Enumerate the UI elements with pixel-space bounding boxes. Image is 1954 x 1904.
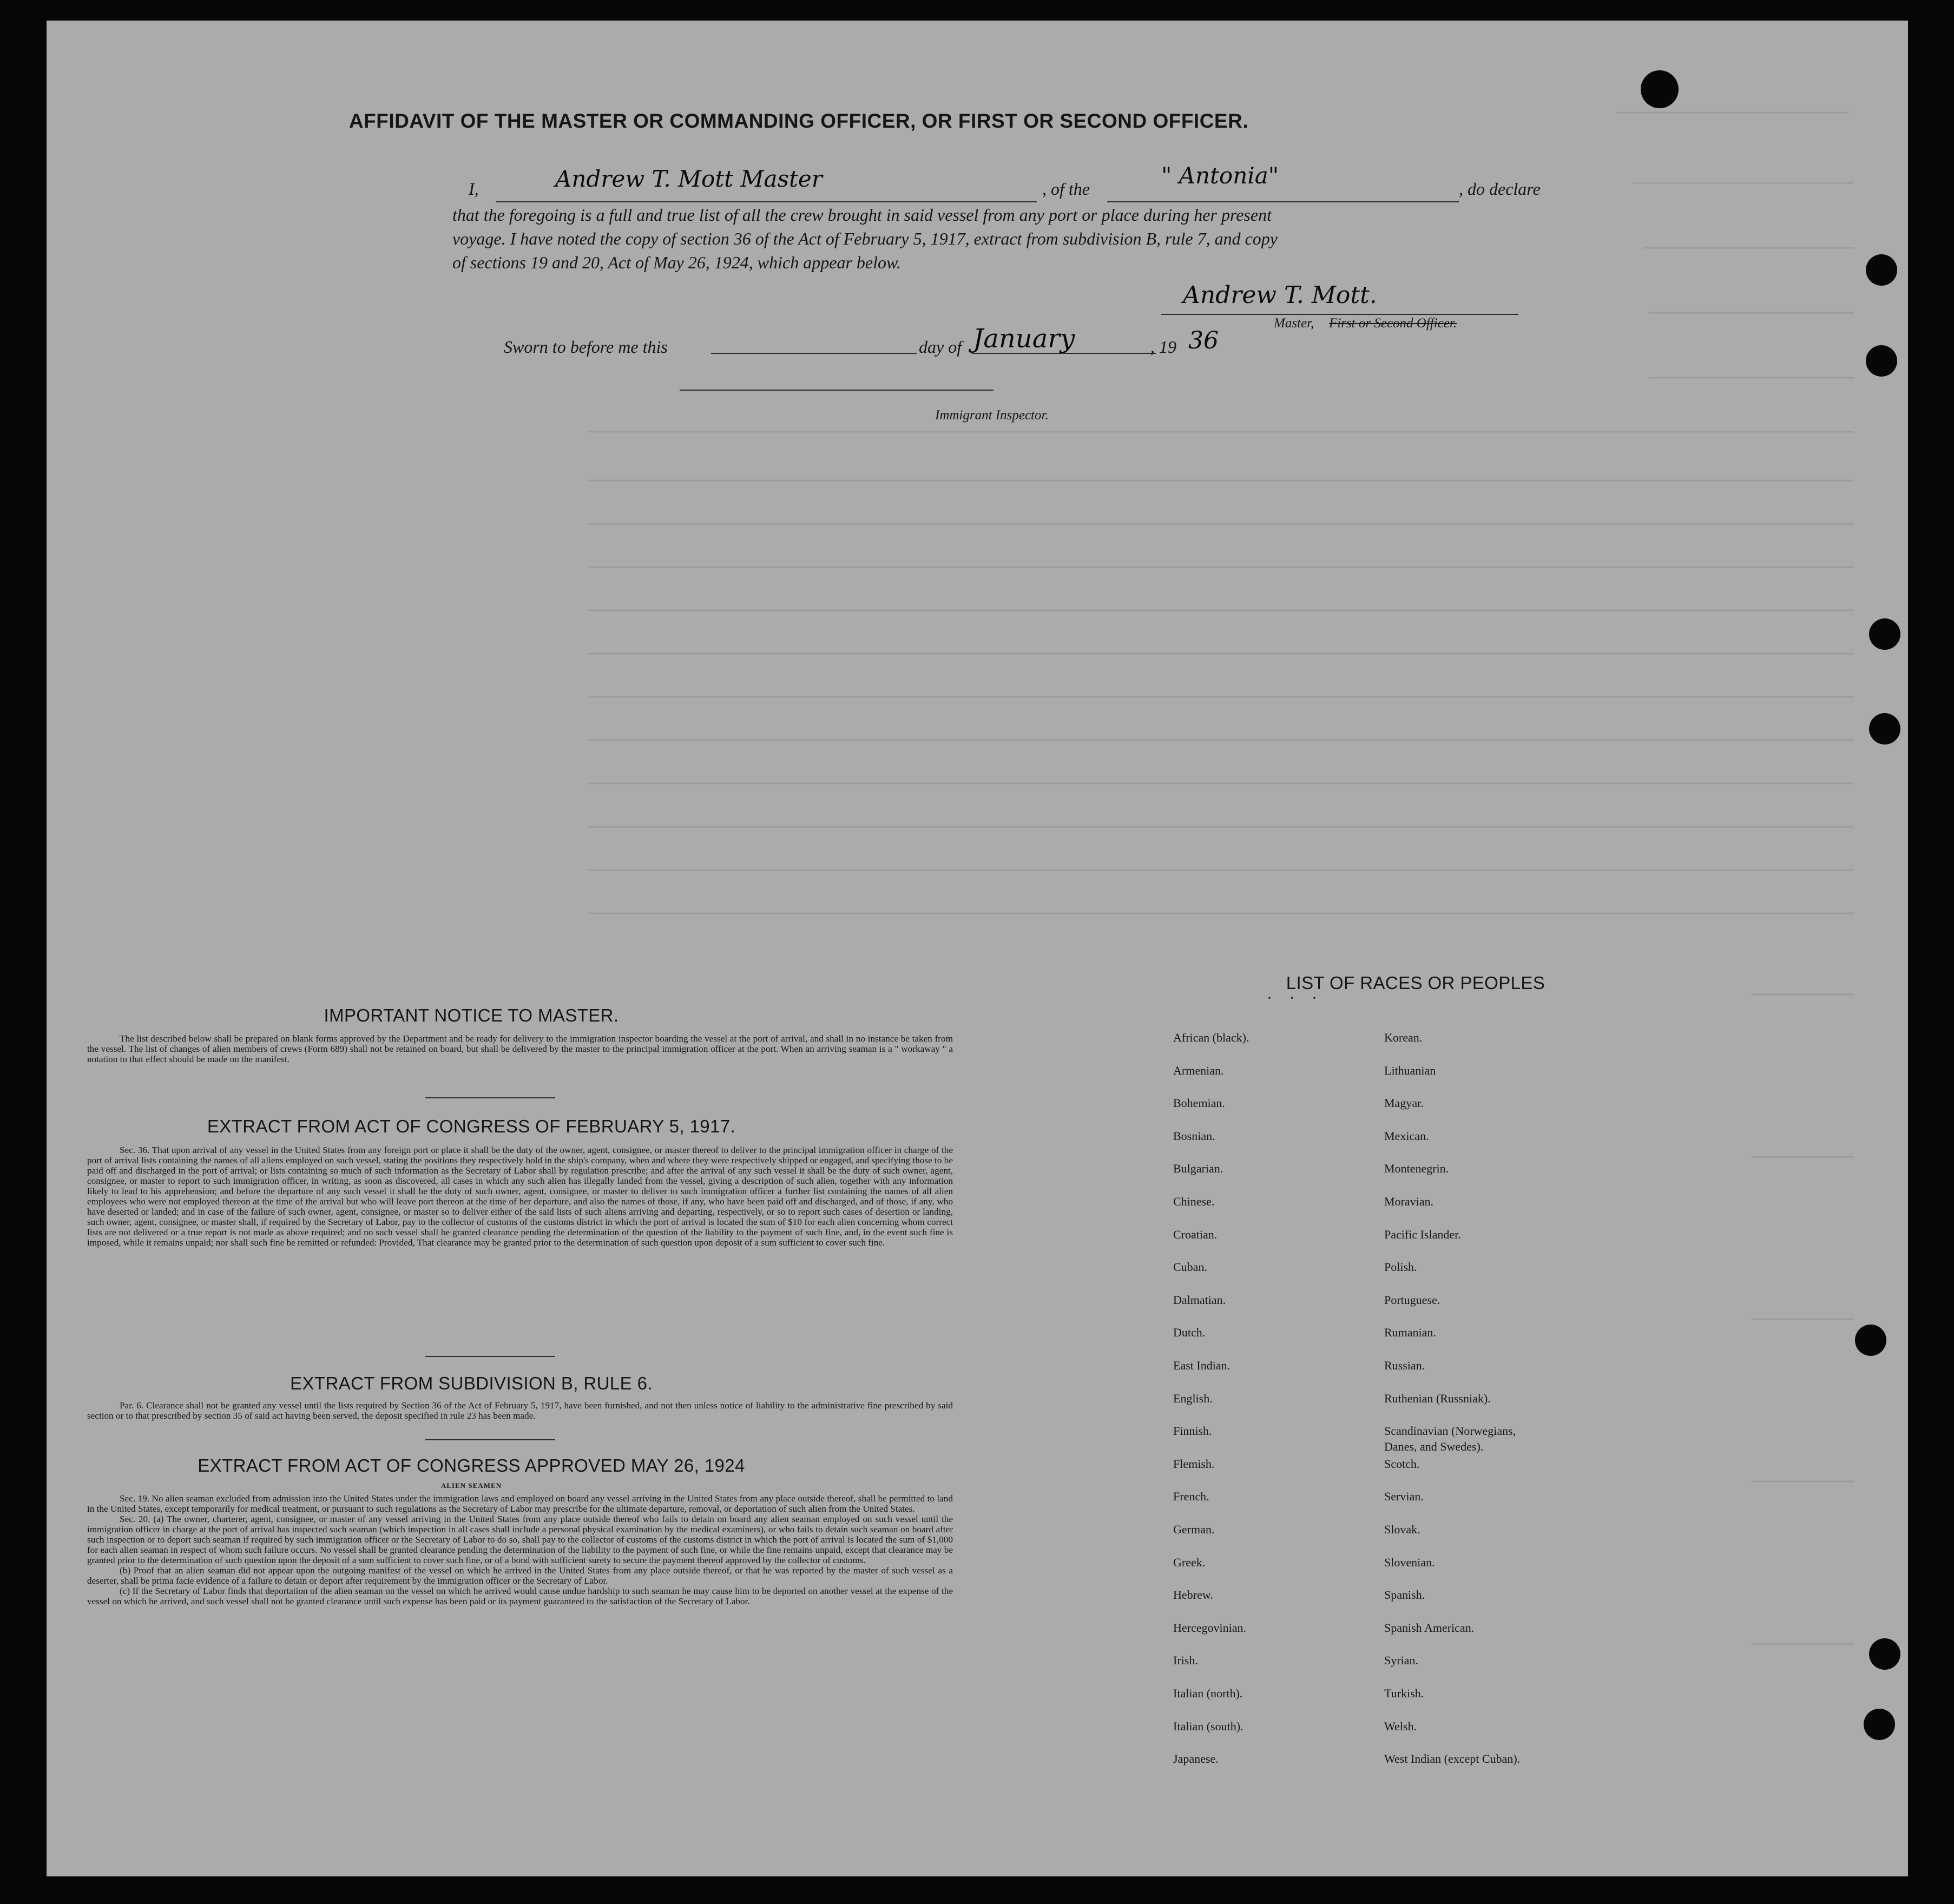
extract-1924-paragraph: Sec. 19. No alien seaman excluded from admission into the United States under the immigration laws and employed on board any vessel arriving in the United States from any place outside thereof, shall be permitted to land in the United States, except temporarily for medical treatment, or pursuant to such regulations as the Secretary of Labor may prescribe for the ultimate departure, removal, or deportation of such alien from the United States. (87, 1493, 953, 1514)
race-item-left: Italian (south). (1173, 1719, 1244, 1733)
punch-hole (1866, 345, 1897, 377)
race-item-right: West Indian (except Cuban). (1384, 1752, 1521, 1766)
race-item-left: Hercegovinian. (1173, 1620, 1246, 1635)
race-item-left: Irish. (1173, 1653, 1198, 1668)
race-item-right: Rumanian. (1384, 1326, 1436, 1340)
of-the-label: , of the (1042, 179, 1090, 199)
race-item-left: Dalmatian. (1173, 1293, 1226, 1307)
race-item-left: Croatian. (1173, 1227, 1218, 1241)
race-item-right: Scotch. (1384, 1457, 1420, 1471)
section-divider (425, 1439, 555, 1440)
race-item-left: French. (1173, 1490, 1209, 1504)
extract-1924-title: EXTRACT FROM ACT OF CONGRESS APPROVED MAY 26, 1924 (198, 1455, 745, 1475)
race-item-left: German. (1173, 1523, 1215, 1536)
extract-rule6-text: Par. 6. Clearance shall not be granted any vessel until the lists required by Section 36 of the Act of February 5, 1917, have been furnished, and not then unless notice of liability to the administrative fine prescribed by said section or to that prescribed by section 35 of said act having been served, the deposit specified in rule 23 has been made. (87, 1400, 953, 1421)
inspector-caption: Immigrant Inspector. (935, 408, 1049, 423)
race-item-right: Russian. (1384, 1359, 1425, 1372)
race-item-left: Bosnian. (1173, 1129, 1215, 1143)
race-item-left: Finnish. (1173, 1424, 1212, 1438)
signature-line (1161, 313, 1518, 315)
document-sheet (47, 21, 1908, 1876)
punch-hole (1869, 618, 1900, 650)
extract-1924-paragraph: Sec. 20. (a) The owner, charterer, agent, consignee, or master of any vessel arriving in the United States from any place outside thereof who fails to detain on board any alien seaman employed on such vessel until the immigration officer in charge at the port of arrival has inspected such seaman (which inspection in all cases shall include a personal physical examination by the medical examiners), or who fails to detain such seaman on board after such inspection or to deport such seaman if required by such immigration officer or the Secretary of Labor to do so, shall pay to the collector of customs of the customs district in which the port of arrival is located the sum of $1,000 for each alien seaman in respect of whom such failure occurs. No vessel shall be granted clearance pending the determination of the liability to the payment of such fine, or while the fine remains unpaid, except that clearance may be granted prior to the determination of such question upon the deposit of a sum sufficient to cover such fine, or of a bond with sufficient surety to secure the payment thereof approved by the collector of customs. (87, 1514, 953, 1565)
extract-1924-paragraph: (b) Proof that an alien seaman did not appear upon the outgoing manifest of the vessel on which he arrived in the United States from any place outside thereof, or that he was reported by the master of such vessel as a deserter, shall be prima facie evidence of a failure to detain or deport after requirement by the immigration officer or the Secretary of Labor. (87, 1565, 953, 1586)
affidavit-i-prefix: I, (469, 179, 479, 199)
race-item-left: Dutch. (1173, 1326, 1206, 1340)
race-item-right: Magyar. (1384, 1096, 1424, 1110)
race-item-left: Hebrew. (1173, 1588, 1213, 1602)
race-item-right: Korean. (1384, 1031, 1423, 1044)
race-item-left: Flemish. (1173, 1457, 1215, 1471)
extract-1924-body (87, 1493, 953, 1606)
race-item-right: Polish. (1384, 1260, 1417, 1274)
race-item-right: Mexican. (1384, 1129, 1429, 1143)
affidavit-line-3: voyage. I have noted the copy of section 36 of the Act of February 5, 1917, extract from subdivision B, rule 7, and copy (452, 229, 1278, 248)
race-item-left: Greek. (1173, 1555, 1206, 1569)
race-item-left: East Indian. (1173, 1359, 1231, 1372)
punch-hole (1855, 1325, 1886, 1356)
race-item-right: Scandinavian (Norwegians, (1384, 1424, 1516, 1438)
sworn-day-line (711, 352, 917, 354)
sworn-year-handwritten: 36 (1188, 327, 1219, 354)
extract-1924-subtitle: ALIEN SEAMEN (440, 1481, 502, 1490)
vessel-name-line (1107, 195, 1459, 202)
title-dots: · · · (1267, 989, 1324, 1007)
extract-1924-paragraph: (c) If the Secretary of Labor finds that deportation of the alien seaman on the vessel on which he arrived would cause undue hardship to such seaman he may cause him to be deported on another vessel at the expense of the vessel on which he arrived, and such vessel shall not be granted clearance until such expense has been paid or its payment guaranteed to the satisfaction of the Secretary of Labor. (87, 1586, 953, 1606)
affidavit-line-4: of sections 19 and 20, Act of May 26, 1924, which appear below. (452, 253, 901, 272)
race-item-scandinavian-cont: Danes, and Swedes). (1384, 1440, 1484, 1453)
race-item-right: Welsh. (1384, 1719, 1417, 1733)
extract-1917-title: EXTRACT FROM ACT OF CONGRESS OF FEBRUARY 5, 1917. (207, 1116, 736, 1136)
races-title: LIST OF RACES OR PEOPLES (1286, 973, 1545, 993)
vessel-name-handwritten: " Antonia" (1161, 162, 1279, 189)
day-of-label: day of (919, 337, 962, 357)
race-item-right: Ruthenian (Russniak). (1384, 1391, 1491, 1405)
do-declare-label: , do declare (1459, 179, 1541, 199)
race-item-left: Cuban. (1173, 1260, 1207, 1274)
race-item-right: Syrian. (1384, 1653, 1418, 1668)
sworn-month-handwritten: January (973, 324, 1075, 354)
race-item-right: Lithuanian (1384, 1063, 1436, 1077)
race-item-right: Pacific Islander. (1384, 1227, 1461, 1241)
punch-hole (1869, 1638, 1900, 1670)
master-name-handwritten: Andrew T. Mott Master (555, 166, 823, 192)
punch-hole (1864, 1709, 1895, 1740)
race-item-right: Portuguese. (1384, 1293, 1440, 1307)
section-divider (425, 1356, 555, 1357)
race-item-right: Servian. (1384, 1490, 1424, 1504)
race-item-right: Spanish American. (1384, 1620, 1475, 1635)
sworn-label: Sworn to before me this (504, 337, 668, 357)
notice-text: The list described below shall be prepared on blank forms approved by the Department and be ready for delivery to the immigration inspector boarding the vessel at the port of arrival, and shall in no instance be taken from the vessel. The list of changes of alien members of crews (Form 689) shall not be retained on board, but shall be delivered by the master to the principal immigration officer at the port. When an arriving seaman is a " workaway " a notation to that effect should be made on the manifest. (87, 1033, 953, 1064)
race-item-left: Italian (north). (1173, 1686, 1243, 1700)
year-prefix: , 19 (1150, 337, 1176, 357)
race-item-right: Montenegrin. (1384, 1162, 1449, 1176)
master-signature-handwritten: Andrew T. Mott. (1183, 281, 1377, 309)
race-item-left: English. (1173, 1391, 1213, 1405)
extract-1917-text: Sec. 36. That upon arrival of any vessel in the United States from any foreign port or place it shall be the duty of the owner, agent, consignee, or master thereof to deliver to the principal immigration officer in charge of the port of arrival lists containing the names of all aliens employed on such vessel, stating the positions they respectively hold in the ship's company, when and where they were respectively shipped or engaged, and specifying those to be paid off and discharged in the port of arrival; or lists containing so much of such information as the Secretary of Labor shall by regulation prescribe; and after the arrival of any such vessel it shall be the duty of such owner, agent, consignee, or master to report to such immigration officer, in writing, as soon as discovered, all cases in which any such alien has illegally landed from the vessel, giving a description of such alien, together with any information likely to lead to his apprehension; and before the departure of any such vessel it shall be the duty of such owner, agent, consignee, or master to deliver to such immigration officer a further list containing the names of all alien employees who were not employed thereon at the time of the arrival but who will leave port thereon at the time of her departure, and also the names of those, if any, who have been paid off and discharged, and of those, if any, who have deserted or landed; and in case of the failure of such owner, agent, consignee, or master so to deliver either of the said lists of such aliens arriving and departing, respectively, or so to report such cases of desertion or landing, such owner, agent, consignee, or master shall, if required by the Secretary of Labor, pay to the collector of customs of the customs district in which the port of arrival is located the sum of $10 for each alien concerning whom correct lists are not delivered or a true report is not made as above required; and no such vessel shall be granted clearance pending the determination of the question of the liability to the payment of such fine, and, in the event such fine is imposed, while it remains unpaid; nor shall such fine be remitted or refunded: Provided, That clearance may be granted prior to the determination of such question upon deposit of a sum sufficient to cover such fine. (87, 1145, 953, 1248)
affidavit-line-2: that the foregoing is a full and true list of all the crew brought in said vessel from any port or place during her present (452, 205, 1272, 225)
section-divider (425, 1097, 555, 1098)
race-item-left: African (black). (1173, 1031, 1249, 1044)
race-item-right: Moravian. (1384, 1195, 1434, 1208)
race-item-left: Bohemian. (1173, 1096, 1225, 1110)
race-item-left: Chinese. (1173, 1195, 1215, 1208)
inspector-signature-line (680, 388, 994, 391)
affidavit-title: AFFIDAVIT OF THE MASTER OR COMMANDING OFFICER, OR FIRST OR SECOND OFFICER. (348, 110, 1249, 132)
extract-rule6-title: EXTRACT FROM SUBDIVISION B, RULE 6. (290, 1373, 653, 1393)
notice-title: IMPORTANT NOTICE TO MASTER. (324, 1005, 619, 1025)
punch-hole (1869, 713, 1900, 745)
race-item-right: Slovak. (1384, 1523, 1420, 1536)
race-item-right: Turkish. (1384, 1686, 1424, 1700)
race-item-right: Slovenian. (1384, 1555, 1435, 1569)
race-item-right: Spanish. (1384, 1588, 1425, 1602)
race-item-left: Armenian. (1173, 1063, 1224, 1077)
race-item-left: Bulgarian. (1173, 1162, 1223, 1176)
master-name-line (496, 195, 1037, 202)
race-item-left: Japanese. (1173, 1752, 1219, 1766)
signature-caption-master: Master, (1274, 316, 1314, 331)
signature-caption-struck: First or Second Officer. (1329, 316, 1457, 331)
punch-hole (1641, 70, 1679, 108)
punch-hole (1866, 254, 1897, 286)
